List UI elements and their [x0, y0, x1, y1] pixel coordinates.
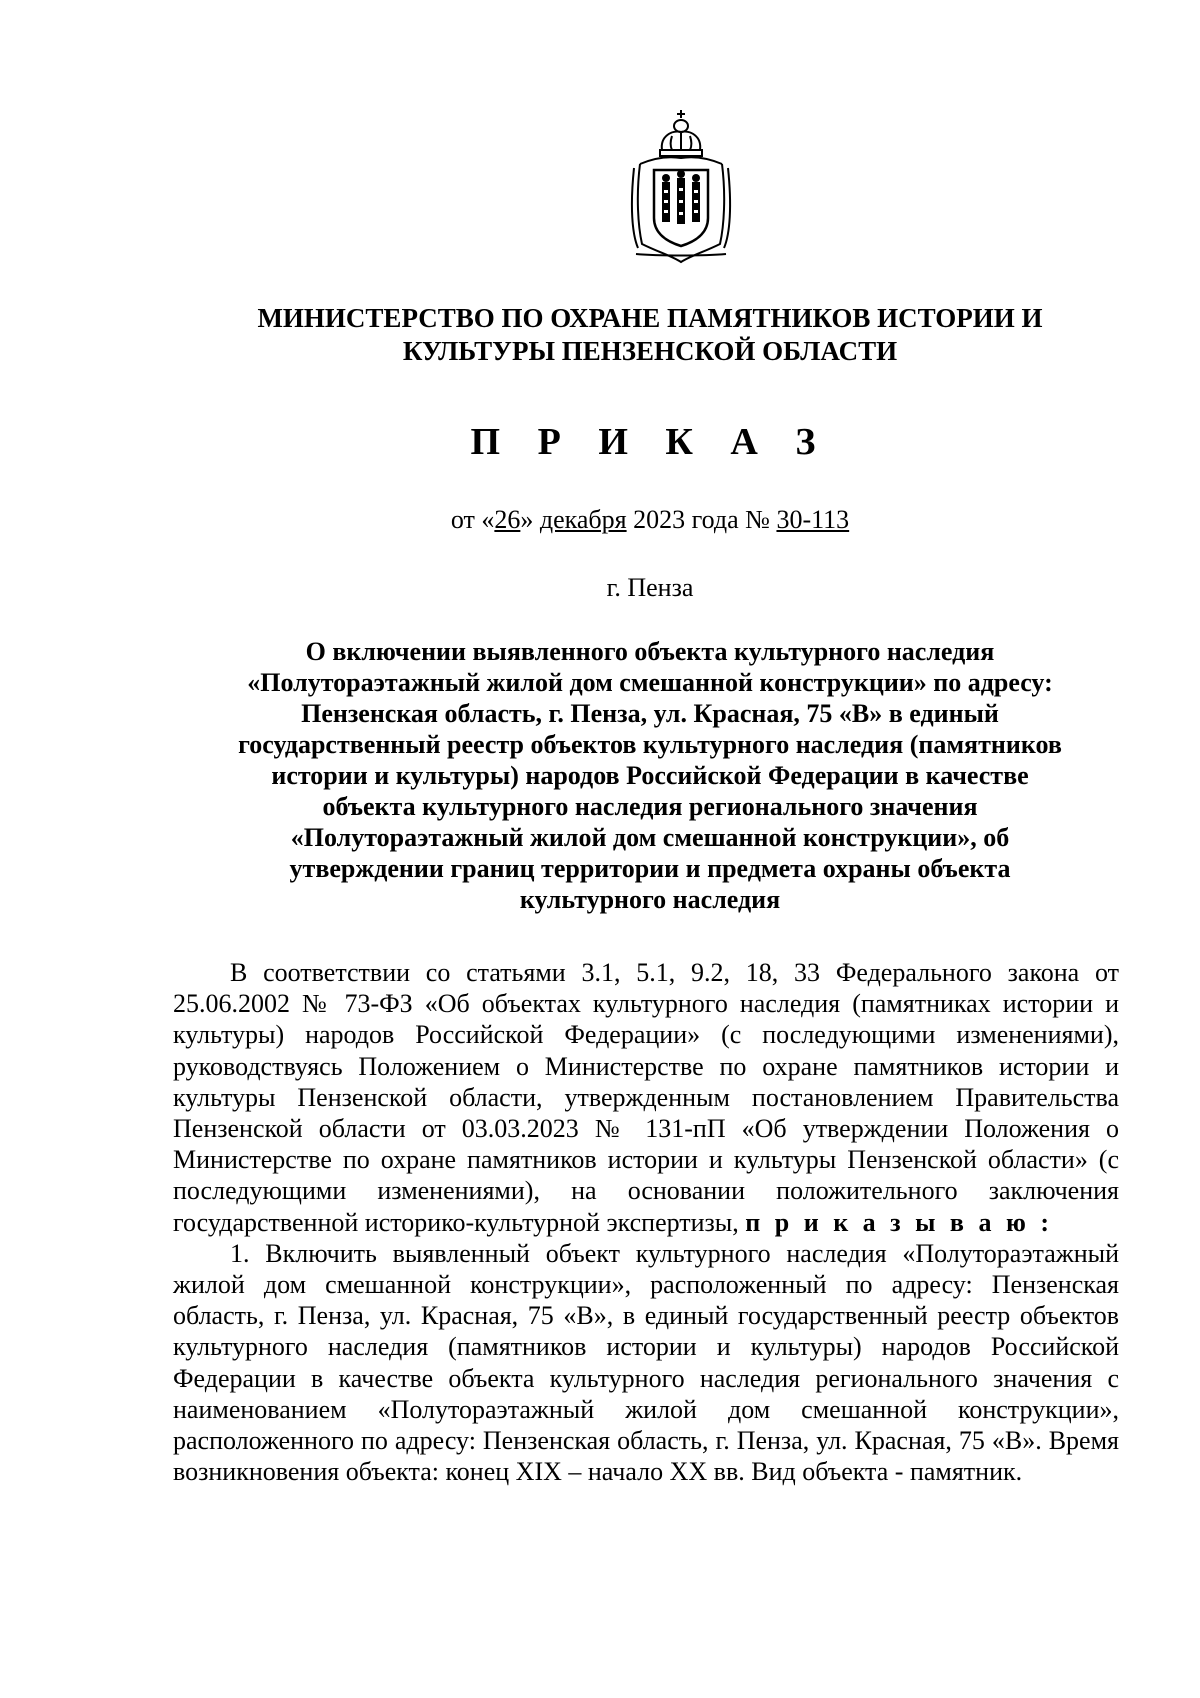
order-body: [173, 957, 1119, 1487]
preamble-text: В соответствии со статьями 3.1, 5.1, 9.2, 18, 33 Федерального закона от 25.06.2002 № 73-ФЗ «Об объектах культурного наследия (памятниках истории и культуры) народов Российской Федерации» (с последующими изменениями), руководствуясь Положением о Министерстве по охране памятников истории и культуры Пензенской области, утвержденным постановлением Правительства Пензенской области от 03.03.2023 № 131-пП «Об утверждении Положения о Министерстве по охране памятников истории и культуры Пензенской области» (с последующими изменениями), на основании положительного заключения государственной историко-культурной экспертизы,: [173, 958, 1119, 1237]
subject-line: культурного наследия: [519, 885, 781, 914]
order-date-number: [180, 504, 1120, 536]
ministry-name-line1: МИНИСТЕРСТВО ПО ОХРАНЕ ПАМЯТНИКОВ ИСТОРИИ И: [257, 303, 1043, 333]
ministry-name-line2: КУЛЬТУРЫ ПЕНЗЕНСКОЙ ОБЛАСТИ: [402, 336, 898, 366]
order-subject: [196, 636, 1104, 915]
preamble-paragraph: [173, 957, 1119, 1238]
subject-line: Пензенская область, г. Пенза, ул. Красная, 75 «В» в единый: [301, 699, 999, 728]
subject-line: «Полутораэтажный жилой дом смешанной конструкции», об: [290, 823, 1010, 852]
issue-city: г. Пенза: [606, 573, 694, 602]
subject-line: объекта культурного наследия регионального значения: [322, 792, 978, 821]
order-number: 30-113: [776, 505, 850, 534]
document-type-title: П Р И К А З: [470, 421, 830, 463]
date-prefix: от «: [450, 505, 495, 534]
subject-line: утверждении границ территории и предмета охраны объекта: [289, 854, 1011, 883]
order-word: п р и к а з ы в а ю :: [745, 1207, 1053, 1237]
date-sep2: 2023 года №: [626, 505, 777, 534]
subject-line: О включении выявленного объекта культурного наследия: [305, 637, 995, 666]
subject-line: истории и культуры) народов Российской Федерации в качестве: [271, 761, 1029, 790]
date-sep1: »: [520, 505, 540, 534]
coat-of-arms-icon: [628, 106, 734, 266]
ministry-name: [180, 302, 1120, 368]
order-month: декабря: [539, 505, 627, 534]
subject-line: «Полутораэтажный жилой дом смешанной конструкции» по адресу:: [247, 668, 1053, 697]
order-day: 26: [494, 505, 521, 534]
subject-line: государственный реестр объектов культурного наследия (памятников: [238, 730, 1062, 759]
item-1-paragraph: 1. Включить выявленный объект культурного наследия «Полутораэтажный жилой дом смешанной конструкции», расположенный по адресу: Пензенская область, г. Пенза, ул. Красная, 75 «В», в единый государственный реестр объектов культурного наследия (памятников истории и культуры) народов Российской Федерации в качестве объекта культурного наследия регионального значения с наименованием «Полутораэтажный жилой дом смешанной конструкции», расположенного по адресу: Пензенская область, г. Пенза, ул. Красная, 75 «В». Время возникновения объекта: конец XIX – начало XX вв. Вид объекта - памятник.: [173, 1238, 1119, 1487]
